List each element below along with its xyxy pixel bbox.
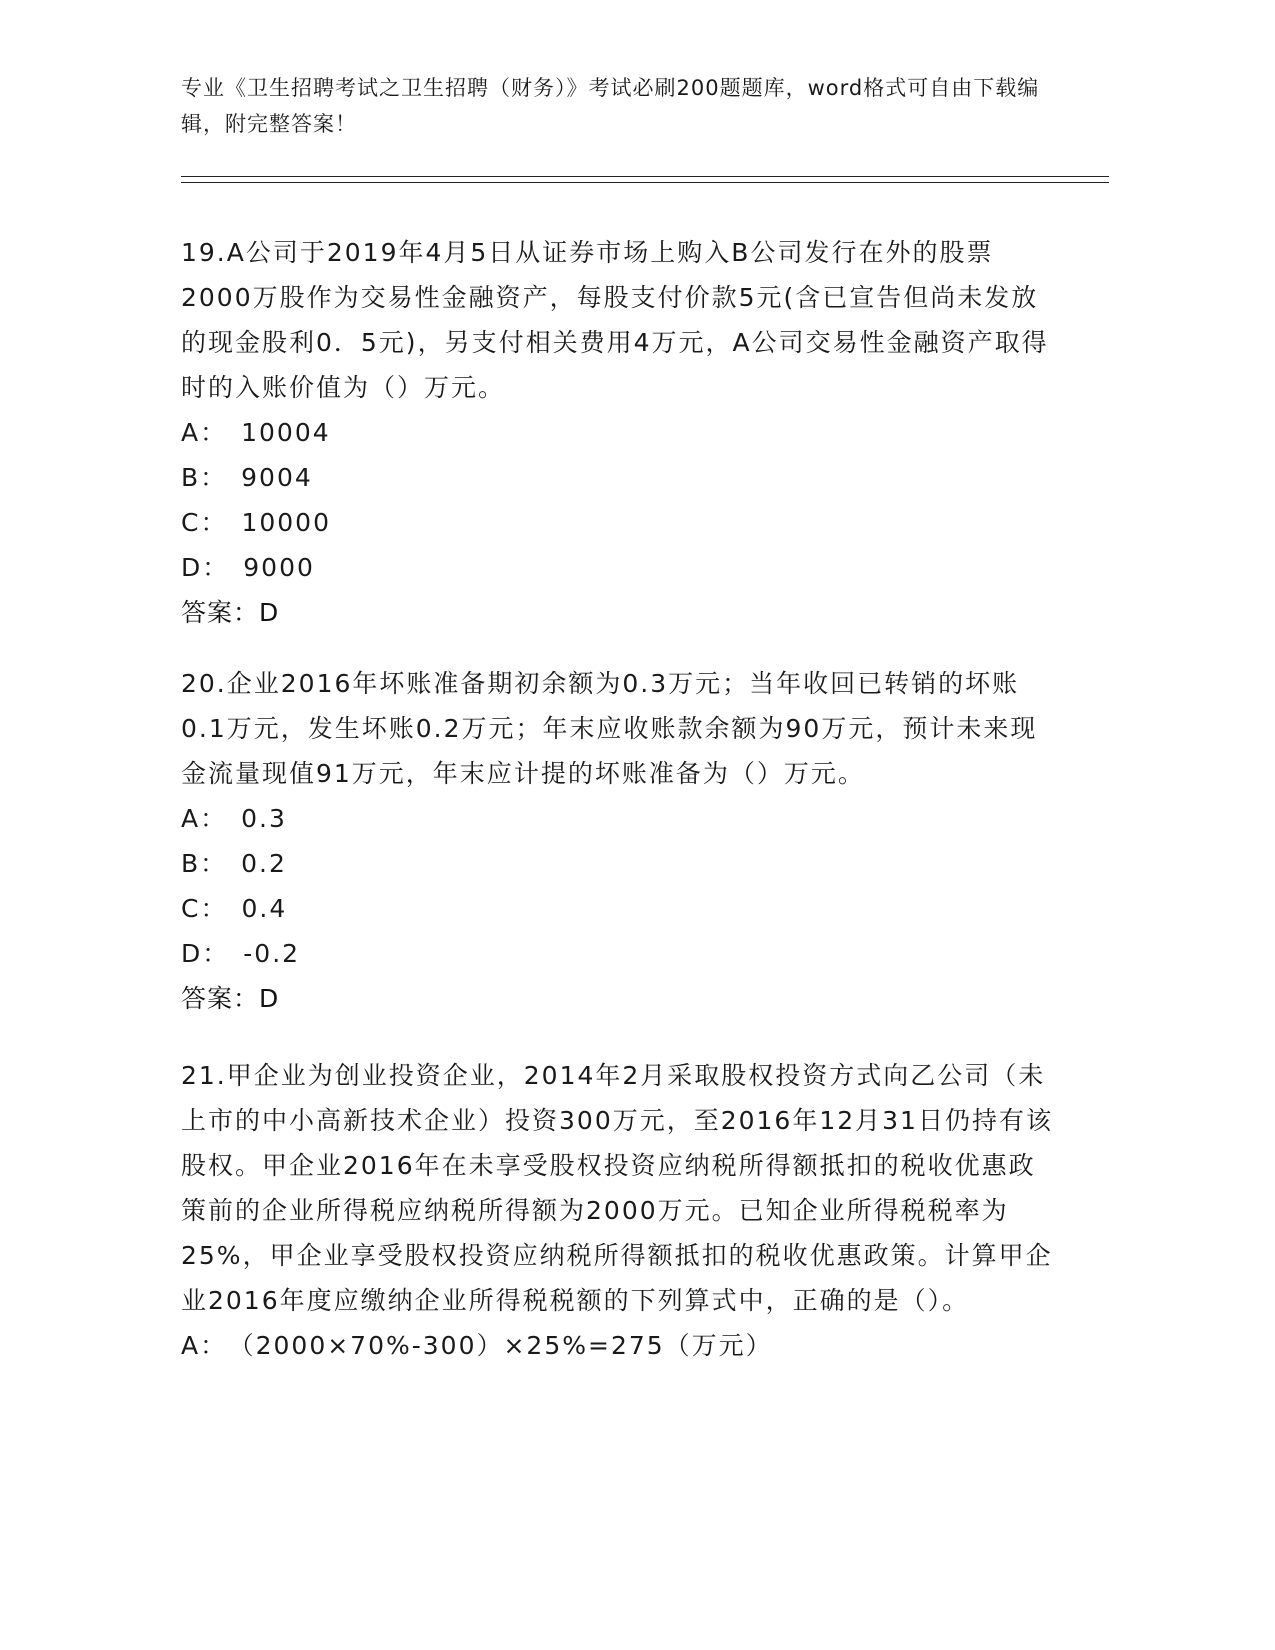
option-key: B：: [181, 849, 228, 878]
option-c: [181, 886, 1061, 931]
option-key: B：: [181, 463, 228, 492]
option-key: D：: [181, 939, 230, 968]
option-text: 9004: [241, 463, 313, 492]
option-text: -0.2: [243, 939, 301, 968]
option-a: [181, 410, 1061, 455]
option-a: [181, 796, 1061, 841]
option-b: [181, 841, 1061, 886]
option-text: 10004: [241, 418, 331, 447]
option-text: 0.4: [241, 894, 288, 923]
option-key: A：: [181, 1331, 228, 1360]
answer-line: 答案：D: [181, 598, 280, 627]
document-header: 专业《卫生招聘考试之卫生招聘（财务）》考试必刷200题题库，word格式可自由下载编辑，附完整答案！: [181, 76, 1040, 136]
question-block: [181, 661, 1061, 1021]
option-text: 0.3: [241, 804, 287, 833]
option-text: 9000: [243, 553, 315, 582]
option-a: [181, 1323, 1061, 1368]
answer-line: 答案：D: [181, 984, 280, 1013]
option-key: A：: [181, 418, 228, 447]
option-text: 0.2: [241, 849, 287, 878]
header-divider-bottom: [181, 182, 1109, 183]
header-divider-top: [181, 176, 1109, 177]
option-key: A：: [181, 804, 228, 833]
question-stem: 21.甲企业为创业投资企业，2014年2月采取股权投资方式向乙公司（未上市的中小高新技术企业）投资300万元，至2016年12月31日仍持有该股权。甲企业2016年在未享受股权投资应纳税所得额抵扣的税收优惠政策前的企业所得税应纳税所得额为2000万元。已知企业所得税税率为25%，甲企业享受股权投资应纳税所得额抵扣的税收优惠政策。计算甲企业2016年度应缴纳企业所得税税额的下列算式中，正确的是（）。: [181, 1061, 1053, 1315]
option-key: C：: [181, 508, 228, 537]
question-block: [181, 1053, 1061, 1368]
question-stem: 20.企业2016年坏账准备期初余额为0.3万元；当年收回已转销的坏账0.1万元，发生坏账0.2万元；年末应收账款余额为90万元，预计未来现金流量现值91万元，年末应计提的坏账准备为（）万元。: [181, 669, 1038, 788]
option-d: [181, 931, 1061, 976]
option-text: 10000: [241, 508, 331, 537]
question-stem: 19.A公司于2019年4月5日从证券市场上购入B公司发行在外的股票2000万股作为交易性金融资产，每股支付价款5元(含已宣告但尚未发放的现金股利0．5元)，另支付相关费用4万元，A公司交易性金融资产取得时的入账价值为（）万元。: [181, 238, 1049, 402]
option-d: [181, 545, 1061, 590]
question-block: [181, 230, 1061, 635]
option-key: D：: [181, 553, 230, 582]
option-c: [181, 500, 1061, 545]
option-text: （2000×70%-300）×25%=275（万元）: [241, 1331, 773, 1360]
option-key: C：: [181, 894, 228, 923]
option-b: [181, 455, 1061, 500]
